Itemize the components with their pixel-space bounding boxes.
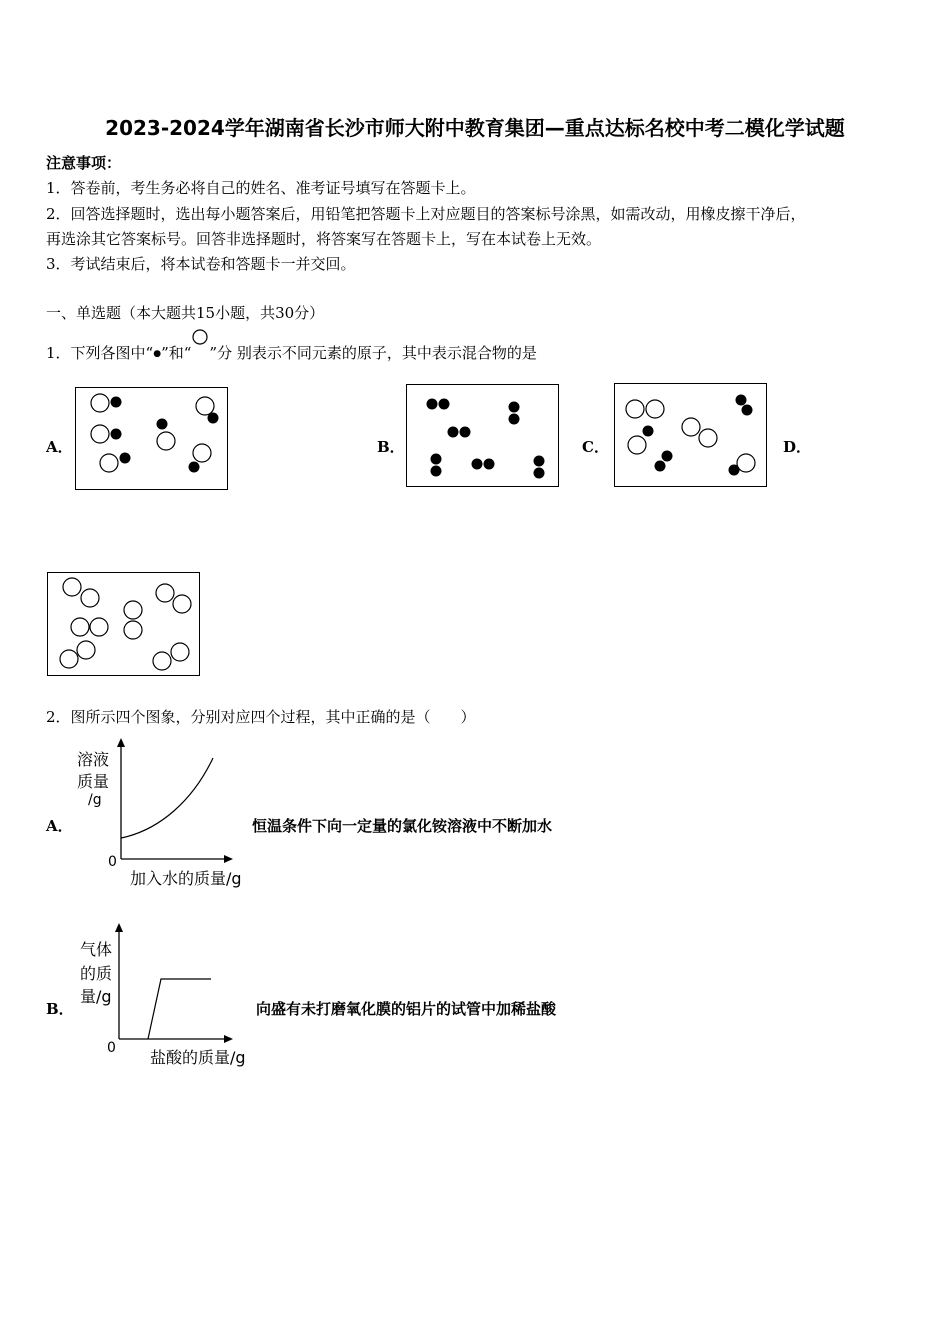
q1-option-d-label: D． — [783, 438, 812, 456]
q2-b-description: 向盛有未打磨氧化膜的铝片的试管中加稀盐酸 — [256, 1000, 557, 1018]
q1-stem-end: ”分 别表示不同元素的原子，其中表示混合物的是 — [209, 344, 537, 362]
q1-stem-mid: ”和“ — [161, 344, 192, 362]
q2-a-x-arrow-icon — [224, 855, 233, 863]
q1-stem — [46, 340, 537, 363]
q2-option-a-label: A． — [46, 817, 73, 835]
q2-a-curve — [121, 758, 213, 838]
q2-b-y-arrow-icon — [115, 923, 123, 932]
q2-a-graph — [115, 738, 245, 863]
q2-a-xlabel: 加入水的质量/g — [130, 869, 242, 888]
q2-a-origin: 0 — [108, 854, 117, 870]
notice-item-2: 2．回答选择题时，选出每小题答案后，用铅笔把答题卡上对应题目的答案标号涂黑，如需改动，用橡皮擦干净后， — [46, 205, 806, 223]
q2-a-ylabel-2: 质量 — [77, 772, 110, 791]
q2-b-graph — [113, 923, 243, 1043]
q1-stem-prefix: 1．下列各图中“ — [46, 344, 154, 362]
notice-item-1: 1．答卷前，考生务必将自己的姓名、准考证号填写在答题卡上。 — [46, 179, 476, 197]
q2-b-origin: 0 — [107, 1040, 116, 1056]
notice-heading: 注意事项： — [46, 154, 122, 172]
notice-item-2-cont: 再选涂其它答案标号。回答非选择题时，将答案写在答题卡上，写在本试卷上无效。 — [46, 230, 602, 248]
q1-diagram-b — [406, 384, 559, 487]
q2-b-ylabel-2: 的质 — [80, 964, 113, 983]
q2-b-ylabel-1: 气体 — [80, 940, 113, 959]
q1-diagram-c — [614, 383, 767, 487]
q2-a-y-arrow-icon — [117, 738, 125, 747]
page-title: 2023-2024学年湖南省长沙市师大附中教育集团—重点达标名校中考二模化学试题 — [105, 116, 845, 140]
q1-filled-atom-symbol: ● — [153, 349, 162, 359]
q1-option-c-label: C． — [582, 438, 609, 456]
q1-option-a-label: A． — [46, 438, 73, 456]
q1-diagram-a — [75, 387, 228, 490]
q2-b-x-arrow-icon — [224, 1035, 233, 1043]
q2-b-xlabel: 盐酸的质量/g — [150, 1048, 246, 1067]
q2-a-ylabel-3: /g — [88, 792, 102, 808]
q1-open-atom-icon — [191, 340, 209, 358]
notice-item-3: 3．考试结束后，将本试卷和答题卡一并交回。 — [46, 255, 356, 273]
section-heading: 一、单选题（本大题共15小题，共30分） — [46, 304, 325, 322]
q2-a-ylabel-1: 溶液 — [77, 750, 110, 769]
q2-option-b-label: B． — [46, 1000, 74, 1018]
q2-b-line — [148, 979, 211, 1039]
q2-b-ylabel-3: 量/g — [80, 987, 112, 1006]
q1-diagram-d — [47, 572, 200, 676]
q2-stem: 2．图所示四个图象，分别对应四个过程，其中正确的是（ ） — [46, 708, 476, 726]
q1-option-b-label: B． — [377, 438, 405, 456]
q2-a-description: 恒温条件下向一定量的氯化铵溶液中不断加水 — [252, 817, 553, 835]
